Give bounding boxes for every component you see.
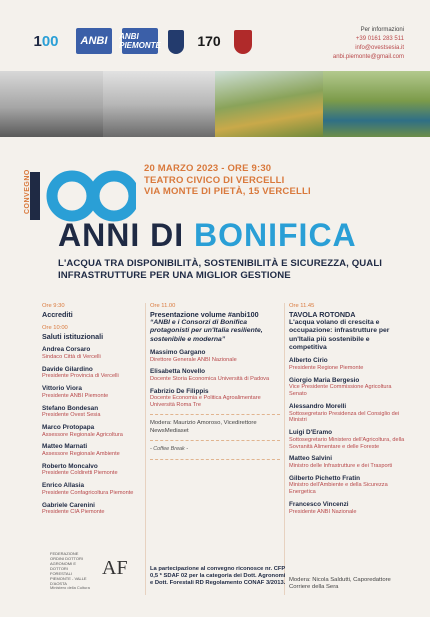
photo-canal-bridge <box>323 71 430 137</box>
coffee-break: - Coffee Break - <box>150 446 189 453</box>
speaker-role: Presidente Confagricoltura Piemonte <box>42 489 134 496</box>
anbi-logo: ANBI <box>76 28 112 54</box>
time-label: Ore 9:30 <box>42 303 65 309</box>
speaker-name: Elisabetta Novello <box>150 368 206 376</box>
dashed-divider <box>150 440 280 441</box>
speaker-name: Andrea Corsaro <box>42 346 91 354</box>
contact-email-ovestsesia[interactable]: info@ovestsesia.it <box>355 45 404 51</box>
contact-info <box>333 26 404 62</box>
speaker-role: Presidente Regione Piemonte <box>289 364 364 371</box>
speaker-name: Gabriele Carenini <box>42 501 95 509</box>
event-title <box>58 217 357 254</box>
program-column-1 <box>42 303 140 516</box>
speaker-role: Ministro dell'Ambiente e della Sicurezza Energetica <box>289 482 388 496</box>
dashed-divider <box>150 459 280 460</box>
time-label: Ore 11.00 <box>150 303 176 309</box>
event-details <box>144 163 311 198</box>
speaker-role: Ministro delle Infrastrutture e dei Trasporti <box>289 462 393 469</box>
session-heading: TAVOLA ROTONDA <box>289 309 356 319</box>
vercelli-crest-logo <box>234 30 252 54</box>
time-label: Ore 10:00 <box>42 325 68 332</box>
speaker-name: Davide Gilardino <box>42 365 93 373</box>
speaker-name: Matteo Marnati <box>42 443 88 451</box>
speaker-name: Enrico Allasia <box>42 482 85 490</box>
speaker-list <box>150 349 280 409</box>
speaker-name: Vittorio Viora <box>42 385 82 393</box>
speaker-name: Giorgio Maria Bergesio <box>289 376 360 384</box>
speaker-name: Massimo Gargano <box>150 349 206 357</box>
speaker-role: Docente Economia e Politica Agroalimentare Università Roma Tre <box>150 395 261 409</box>
moderator: Modera: Nicola Saldutti, Caporedattore Corriere della Sera <box>289 577 391 590</box>
title-part-a: ANNI DI <box>58 217 185 253</box>
speaker-role: Vice Presidente Commissione Agricoltura Senato <box>289 384 392 398</box>
speaker-name: Francesco Vincenzi <box>289 500 349 508</box>
speaker-role: Direttore Generale ANBI Nazionale <box>150 356 237 363</box>
anniversary-170-logo: 170 <box>197 33 221 49</box>
speaker-name: Roberto Moncalvo <box>42 462 98 470</box>
event-date-time: 20 MARZO 2023 - ORE 9:30 <box>144 163 272 174</box>
historic-photo-construction <box>0 71 103 137</box>
big-100-graphic <box>26 168 136 224</box>
historic-photo-canal <box>103 71 215 137</box>
column-divider <box>145 303 146 595</box>
session-quote: “ANBI e i Consorzi di Bonifica protagonisti per un'Italia resiliente, sostenibile e moderna” <box>150 319 263 343</box>
speaker-name: Stefano Bondesan <box>42 404 99 412</box>
speaker-role: Presidente ANBI Piemonte <box>42 392 109 399</box>
event-venue: TEATRO CIVICO DI VERCELLI <box>144 174 285 186</box>
speaker-name: Gilberto Pichetto Fratin <box>289 474 361 482</box>
event-address: VIA MONTE DI PIETÀ, 15 VERCELLI <box>144 186 311 197</box>
speaker-role: Presidente Provincia di Vercelli <box>42 373 119 380</box>
speaker-role: Sottosegretario Presidenza del Consiglio dei Ministri <box>289 410 400 424</box>
title-part-b: BONIFICA <box>194 217 357 253</box>
speaker-role: Presidente Coldiretti Piemonte <box>42 470 118 477</box>
speaker-name: Alessandro Morelli <box>289 402 347 410</box>
ordini-agronomi-logo: FEDERAZIONE ORDINI DOTTORI AGRONOMI E DOTTORI FORESTALI PIEMONTE - VALLE D'AOSTA <box>50 550 87 586</box>
photo-strip <box>0 71 430 137</box>
program-column-3 <box>289 303 407 515</box>
event-subtitle: L'ACQUA TRA DISPONIBILITÀ, SOSTENIBILITÀ E SICUREZZA, QUALI INFRASTRUTTURE PER UNA MIGLIOR GESTIONE <box>58 258 383 281</box>
speaker-role: Docente Storia Economica Università di Padova <box>150 376 270 383</box>
speaker-name: Fabrizio De Filippis <box>150 387 209 395</box>
column-divider <box>284 303 285 595</box>
speaker-role: Assessore Regionale Ambiente <box>42 450 120 457</box>
session-heading: Accrediti <box>42 309 73 319</box>
speaker-role: Presidente ANBI Nazionale <box>289 508 357 515</box>
speaker-name: Marco Protopapa <box>42 423 95 431</box>
session-quote: L'acqua volano di crescita e occupazione: infrastrutture per un'Italia più sostenibile e competitiva <box>289 319 390 352</box>
cfp-credits: La partecipazione al convegno riconosce nr. CFP 0,5 * SDAF 02 per la categoria dei Dott. Agronomi e Dott. Forestali RD Regolamento CONAF 3/2013. <box>150 566 286 586</box>
dashed-divider <box>150 414 280 415</box>
photo-irrigation-fields <box>215 71 323 137</box>
speaker-list <box>42 346 140 516</box>
speaker-role: Presidente Ovest Sesia <box>42 412 101 419</box>
speaker-role: Presidente CIA Piemonte <box>42 509 105 516</box>
convegno-label: CONVEGNO <box>24 169 31 214</box>
ovest-sesia-shield-logo <box>168 30 184 54</box>
contact-heading: Per informazioni <box>360 27 404 33</box>
speaker-role: Sindaco Città di Vercelli <box>42 353 101 360</box>
af-logo: AF <box>102 556 128 579</box>
moderator: Modera: Maurizio Amoroso, Vicedirettore NewsMediaset <box>150 420 257 434</box>
contact-phone[interactable]: +39 0161 283 511 <box>355 36 404 42</box>
speaker-role: Sottosegretario Ministero dell'Agricoltura, della Sovranità Alimentare e delle Foreste <box>289 436 405 450</box>
session-heading: Presentazione volume #anbi100 <box>150 309 259 319</box>
ministry-label: Ministero della Cultura <box>50 585 90 590</box>
speaker-role: Assessore Regionale Agricoltura <box>42 431 123 438</box>
speaker-name: Alberto Cirio <box>289 357 328 365</box>
program-column-2 <box>150 303 280 465</box>
footer-logos <box>50 550 128 586</box>
partner-logos <box>26 28 252 54</box>
speaker-name: Matteo Salvini <box>289 455 332 463</box>
anbi-piemonte-logo: ANBI PIEMONTE <box>122 28 158 54</box>
anbi100-logo: 1 00 <box>33 32 59 50</box>
speaker-list <box>289 357 407 515</box>
speaker-name: Luigi D'Eramo <box>289 429 333 437</box>
time-label: Ore 11.45 <box>289 303 315 309</box>
contact-email-anbi[interactable]: anbi.piemonte@gmail.com <box>332 54 404 60</box>
session-heading: Saluti istituzionali <box>42 331 104 341</box>
